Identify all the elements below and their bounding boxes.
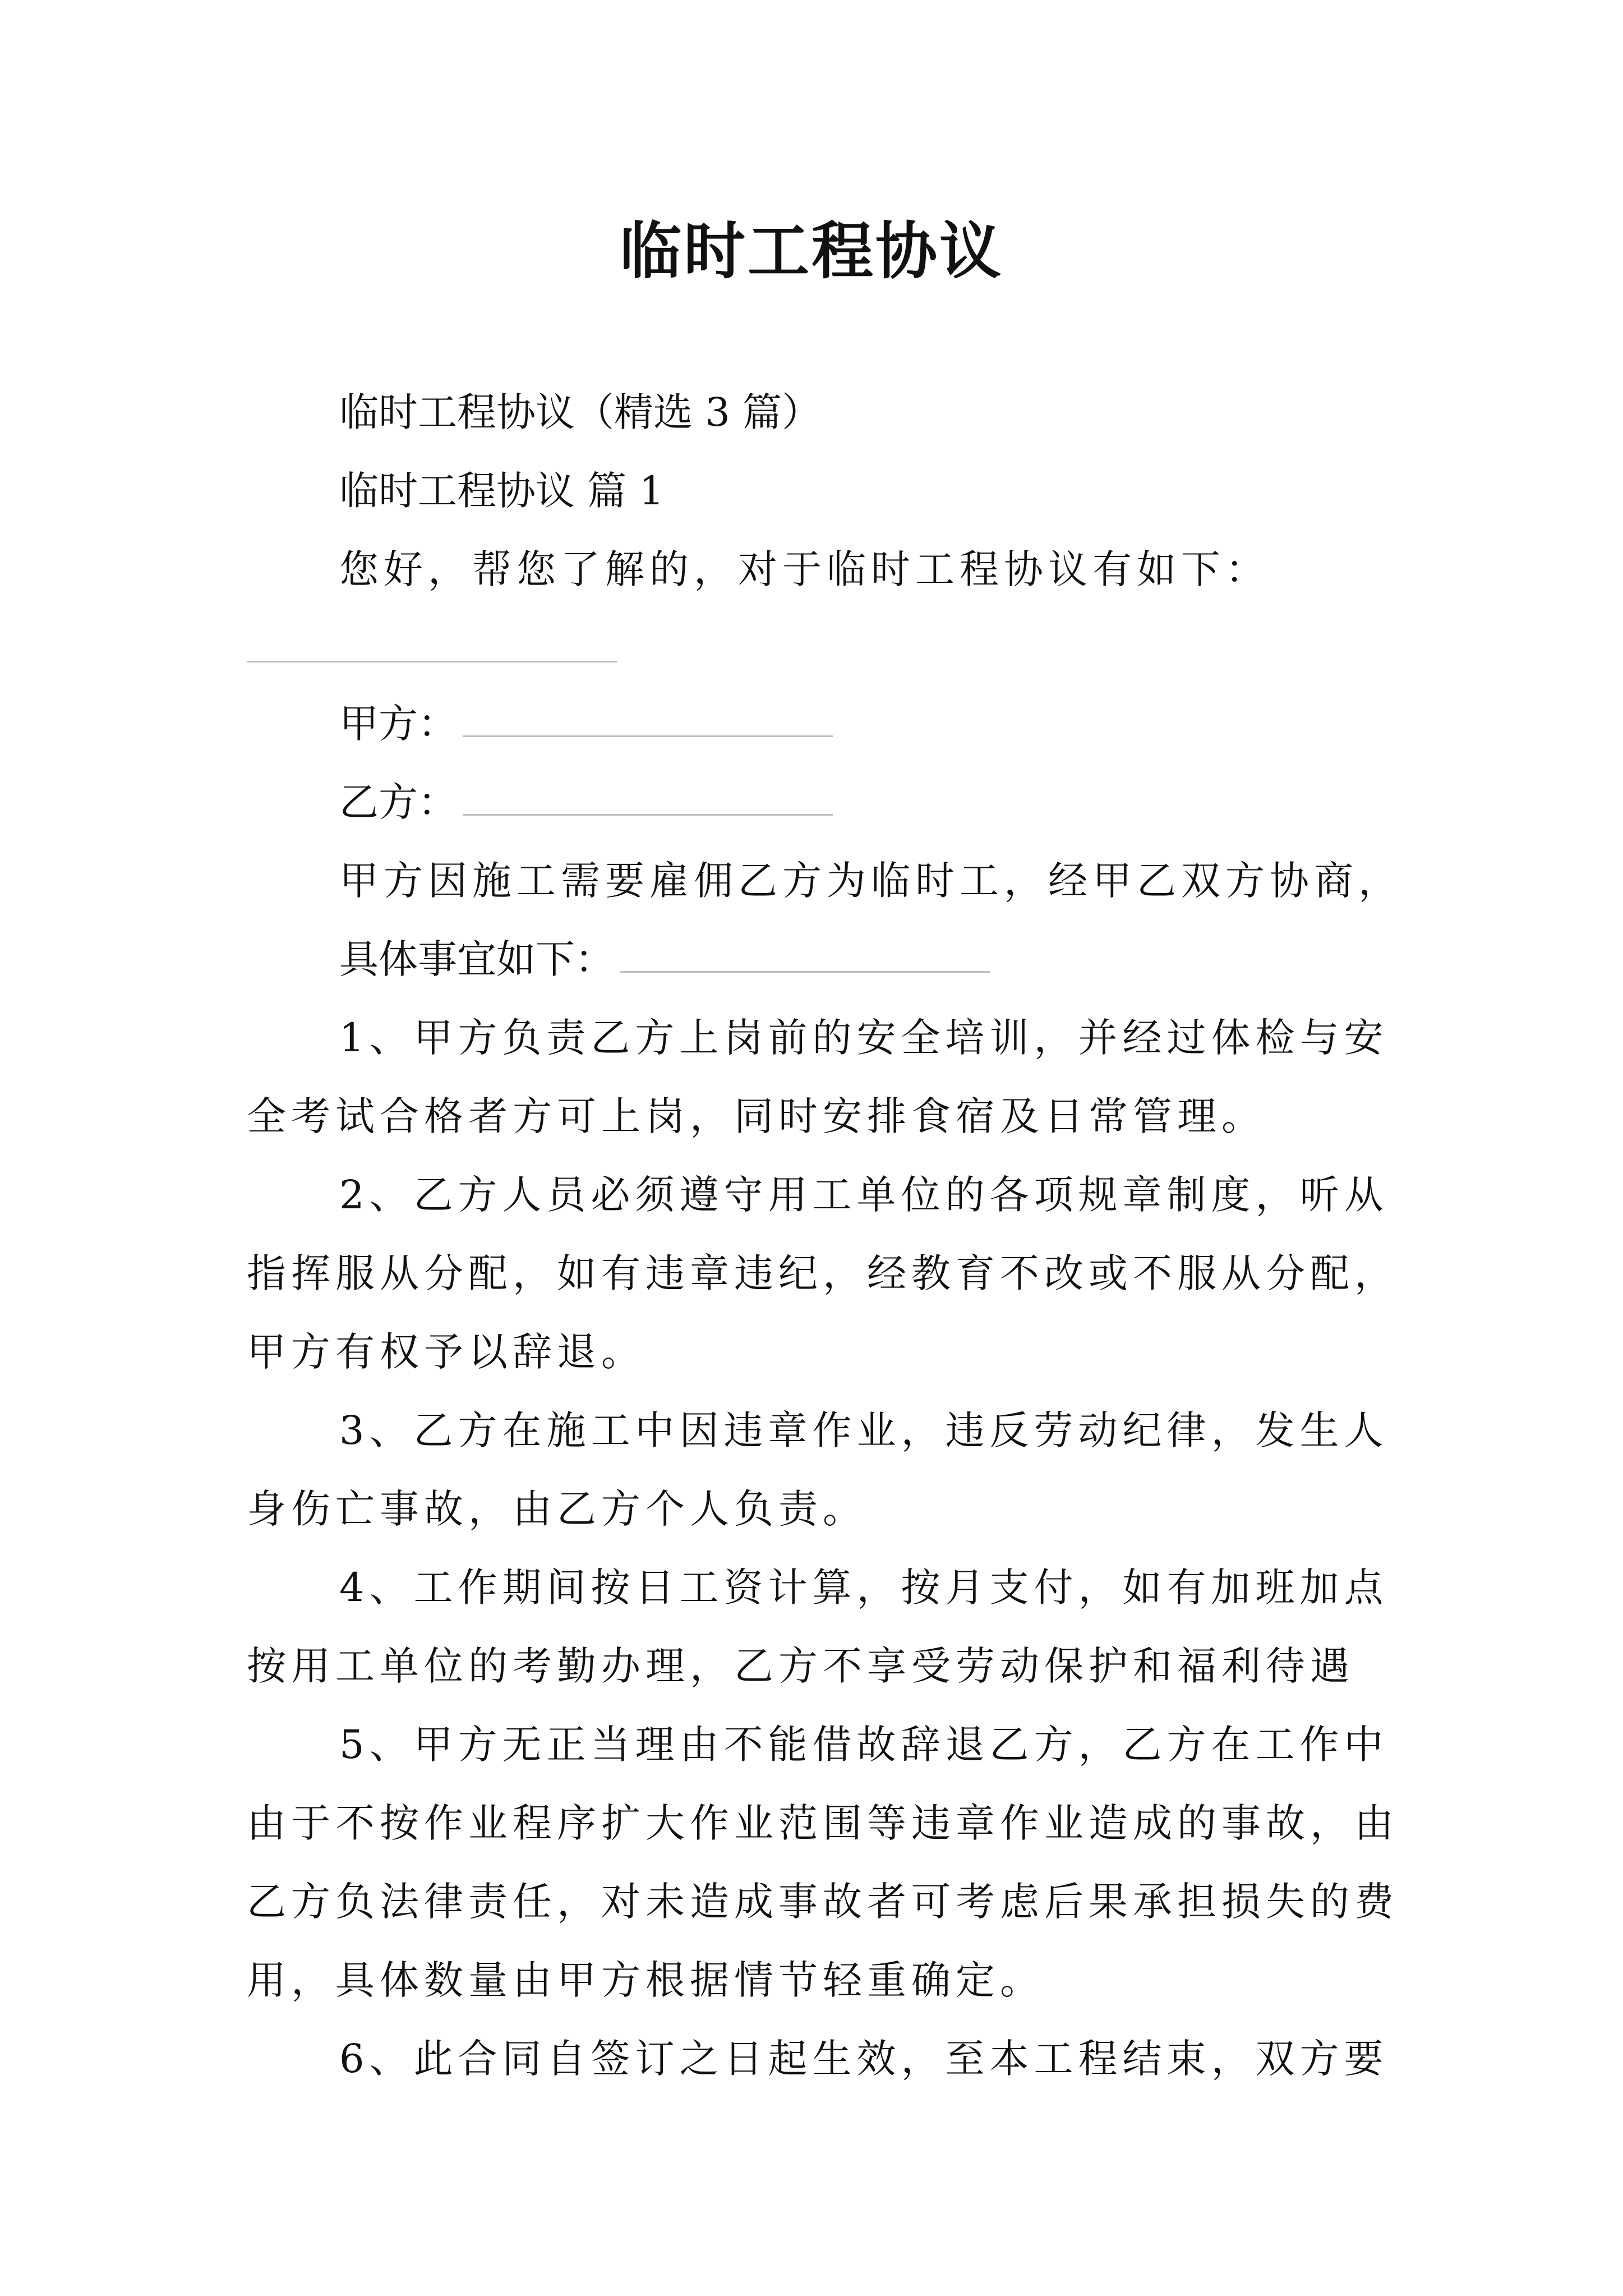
intro-line [339,934,1495,984]
clause-line: 指挥服从分配，如有违章违纪，经教育不改或不服从分配， [247,1250,1399,1296]
clause-line: 身伤亡事故，由乙方个人负责。 [247,1486,867,1532]
intro-line: 甲方因施工需要雇佣乙方为临时工，经甲乙双方协商， [339,858,1403,904]
clause-line: 用，具体数量由甲方根据情节轻重确定。 [247,1957,1044,2003]
matters-blank [620,969,990,973]
party-b-label: 乙方： [339,779,457,825]
blank-underline [247,661,617,662]
clause-line: 2、乙方人员必须遵守用工单位的各项规章制度，听从 [339,1172,1389,1218]
party-a-blank [463,733,833,737]
clause-line: 由于不按作业程序扩大作业范围等违章作业造成的事故，由 [247,1800,1399,1846]
clause-line: 按用工单位的考勤办理，乙方不享受劳动保护和福利待遇 [247,1643,1354,1689]
party-a-label: 甲方： [339,701,457,747]
party-a-line [339,698,1495,749]
intro-matters-label: 具体事宜如下： [339,936,614,982]
clause-line: 1、甲方负责乙方上岗前的安全培训，并经过体检与安 [339,1015,1389,1061]
clause-line: 4、工作期间按日工资计算，按月支付，如有加班加点 [339,1565,1389,1611]
document-title: 临时工程协议 [620,215,1003,287]
subtitle: 临时工程协议（精选 3 篇） [339,389,822,435]
greeting-text: 您好，帮您了解的，对于临时工程协议有如下： [339,546,1270,592]
clause-line: 5、甲方无正当理由不能借故辞退乙方，乙方在工作中 [339,1722,1389,1768]
clause-line: 全考试合格者方可上岗，同时安排食宿及日常管理。 [247,1093,1266,1139]
section-heading: 临时工程协议 篇 1 [339,468,665,514]
clause-line: 6、此合同自签订之日起生效，至本工程结束，双方要 [339,2036,1389,2082]
clause-line: 甲方有权予以辞退。 [247,1329,645,1375]
clause-line: 乙方负法律责任，对未造成事故者可考虑后果承担损失的费 [247,1879,1399,1925]
party-b-blank [463,812,833,816]
clause-line: 3、乙方在施工中因违章作业，违反劳动纪律，发生人 [339,1407,1389,1453]
party-b-line [339,777,1495,827]
